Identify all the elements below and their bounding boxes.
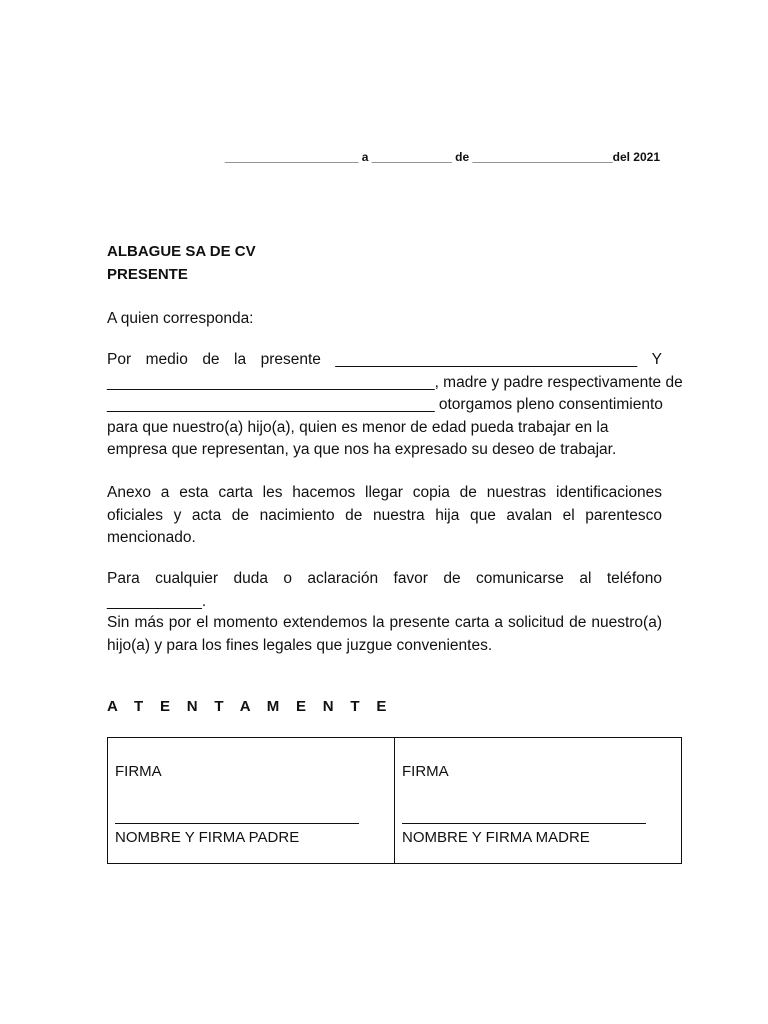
word: de bbox=[202, 351, 220, 368]
annex-paragraph: Anexo a esta carta les hacemos llegar copia de nuestras identificaciones oficiales y acta de nacimiento de nuestra hija que avalan el parentesco mencionado. bbox=[107, 484, 662, 546]
consent-line-5: empresa que representan, ya que nos ha expresado su deseo de trabajar. bbox=[107, 441, 617, 458]
greeting: A quien corresponda: bbox=[107, 310, 254, 327]
addressee-block bbox=[107, 240, 256, 286]
signature-name-label: NOMBRE Y FIRMA MADRE bbox=[402, 829, 590, 846]
presente-label: PRESENTE bbox=[107, 266, 188, 283]
consent-line-3: ______________________________________ otorgamos pleno consentimiento bbox=[107, 396, 663, 413]
atentamente-heading: A T E N T A M E N T E bbox=[107, 698, 393, 715]
signature-table bbox=[107, 737, 682, 864]
word: presente bbox=[260, 351, 321, 368]
word: Por bbox=[107, 351, 132, 368]
blank-field: ___________________________________ bbox=[335, 351, 638, 368]
word: Y bbox=[651, 351, 662, 368]
consent-line-4: para que nuestro(a) hijo(a), quien es menor de edad pueda trabajar en la bbox=[107, 418, 609, 436]
signature-name-label: NOMBRE Y FIRMA PADRE bbox=[115, 829, 300, 846]
signature-line bbox=[115, 823, 359, 824]
signature-label: FIRMA bbox=[402, 763, 449, 780]
consent-line-1 bbox=[107, 349, 662, 372]
word: medio bbox=[145, 351, 188, 368]
signature-cell-father bbox=[108, 738, 394, 863]
consent-line-2: ______________________________________, madre y padre respectivamente de bbox=[107, 373, 683, 391]
date-line: ____________________ a ____________ de _____________________del 2021 bbox=[224, 150, 660, 164]
company-name: ALBAGUE SA DE CV bbox=[107, 243, 256, 260]
signature-line bbox=[402, 823, 646, 824]
signature-label: FIRMA bbox=[115, 763, 162, 780]
consent-paragraph bbox=[107, 349, 683, 462]
contact-paragraph: Para cualquier duda o aclaración favor de comunicarse al teléfono ___________. bbox=[107, 570, 662, 610]
signature-cell-mother bbox=[394, 738, 681, 863]
word: la bbox=[234, 351, 247, 368]
closing-paragraph: Sin más por el momento extendemos la presente carta a solicitud de nuestro(a) hijo(a) y para los fines legales que juzgue convenientes. bbox=[107, 614, 662, 654]
